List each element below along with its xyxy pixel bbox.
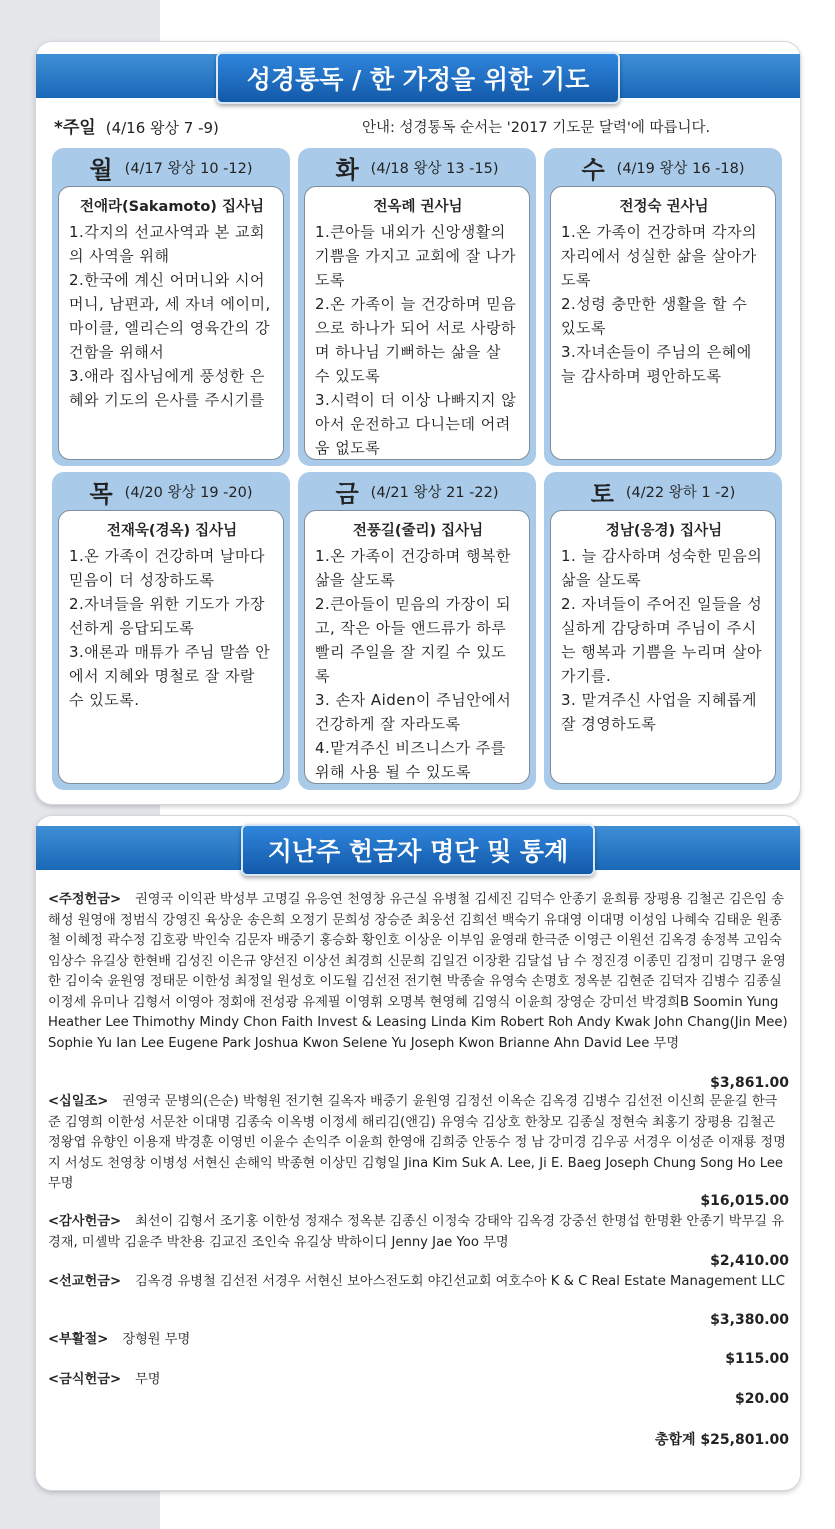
section-label: <감사헌금> (48, 1214, 122, 1229)
section-amount: $115.00 (725, 1351, 789, 1367)
prayer-person: 전옥례 권사님 (373, 199, 463, 215)
section-amount: $2,410.00 (710, 1253, 789, 1269)
offering-section-title: 지난주 헌금자 명단 및 통계 (241, 824, 595, 876)
day-card-fri (298, 472, 536, 790)
section-label: <금식헌금> (48, 1372, 122, 1387)
reading-notice: 안내: 성경통독 순서는 '2017 기도문 달력'에 따릅니다. (362, 120, 711, 136)
sunday-ref: (4/16 왕상 7 -9) (105, 119, 219, 137)
section-label: <부활절> (48, 1332, 109, 1347)
prayer-item: 1.큰아들 내외가 신앙생활의 기쁨을 가지고 교회에 잘 나가도록 (315, 223, 516, 289)
day-card-mon (52, 148, 290, 466)
day-name: 수 (581, 155, 605, 184)
offering-section-thanks (48, 1212, 790, 1253)
prayer-item: 3.애라 집사님에게 풍성한 은혜와 기도의 은사를 주시기를 (69, 367, 266, 409)
prayer-item: 1.각지의 선교사역과 본 교회의 사역을 위해 (69, 223, 266, 265)
donor-names: 무명 (135, 1372, 161, 1387)
sunday-reading (54, 113, 219, 138)
grand-total: 총합계 $25,801.00 (654, 1432, 789, 1448)
prayer-item: 3.자녀손들이 주님의 은혜에 늘 감사하며 평안하도록 (561, 343, 752, 385)
day-card-thu (52, 472, 290, 790)
prayer-person: 정남(응경) 집사님 (605, 523, 723, 539)
offering-section-mission (48, 1272, 790, 1293)
prayer-item: 1.온 가족이 건강하며 날마다 믿음이 더 성장하도록 (69, 547, 266, 589)
section-label: <선교헌금> (48, 1274, 122, 1289)
offering-section-regular (48, 890, 790, 1054)
prayer-item: 1.온 가족이 건강하며 각자의 자리에서 성실한 삶을 살아가도록 (561, 223, 758, 289)
donor-names: 권영국 이익관 박성부 고명길 유응연 천영창 유근실 유병철 김세진 김덕수 안종기 윤희륭 장평용 김철곤 김은임 송해성 원영애 정범식 강영진 육상운 송은희 오정기 문희성 장승준 최웅선 김희선 백숙기 유대영 이대명 이성임 나혜숙 김태운 원종철 이혜정 곽수정 김호광 박인숙 김문자 배중기 홍승화 황인호 이상운 이부임 윤영래 한극준 이영근 이원선 김옥경 송정복 고임숙 임상수 유길상 한현배 김성진 이은규 양선진 이상선 최경희 신문희 김일건 이장환 김달섭 남 수 정진경 이종민 김정미 김명구 윤영한 김이숙 윤원영 정태문 이한성 최정일 원성호 이도월 김선전 전기현 박종술 유영숙 손명호 정옥분 김현준 김덕자 김병수 김종실 이정세 유미나 김형서 이영아 정회애 전성광 유제필 이영휘 오명복 현영혜 김영식 이윤희 장영순 강미선 박경희B Soomin Yung Heather Lee Thimothy Mindy Chon Faith Invest & Leasing Linda Kim Robert Roh Andy Kwak John Chang(Jin Mee) Sophie Yu Ian Lee Eugene Park Joshua Kwon Selene Yu Joseph Kwon Brianne Ahn David Lee 무명 (48, 892, 788, 1051)
section-amount: $3,380.00 (710, 1312, 789, 1328)
donor-names: 권영국 문병의(은순) 박형원 전기현 길옥자 배중기 윤원영 김정선 이옥순 김옥경 김병수 김선전 이신희 문윤길 한극준 김영희 이한성 서문찬 이대명 김종숙 이옥병 이정세 해리김(앤김) 유영숙 김상호 한창모 김종실 정현숙 최홍기 장평용 김철곤 정왕엽 유향인 이용재 박경훈 이영빈 이윤수 손익주 이윤희 한영애 김희중 안동수 정 남 강미경 김우공 서경우 이성준 이재룡 정명지 서성도 천영창 이병성 서현신 손해익 박종현 이상민 김형일 Jina Kim Suk A. Lee, Ji E. Baeg Joseph Chung Song Ho Lee 무명 (48, 1094, 786, 1191)
sunday-label: *주일 (54, 118, 96, 138)
donor-names: 김옥경 유병철 김선전 서경우 서현신 보아스전도회 야긴선교회 여호수아 K & C Real Estate Management LLC (135, 1274, 786, 1289)
prayer-item: 2. 자녀들이 주어진 일들을 성실하게 감당하며 주님이 주시는 행복과 기쁨을 누리며 살아가기를. (561, 595, 763, 685)
offering-section-easter (48, 1330, 790, 1351)
section-amount: $3,861.00 (710, 1075, 789, 1091)
prayer-item: 2.큰아들이 믿음의 가장이 되고, 작은 아들 앤드류가 하루빨리 주일을 잘 지킬 수 있도록 (315, 595, 512, 685)
day-name: 토 (590, 479, 614, 508)
offering-section-fasting (48, 1370, 790, 1391)
day-ref: (4/21 왕상 21 -22) (370, 484, 499, 501)
section-amount: $16,015.00 (700, 1193, 789, 1209)
section-amount: $20.00 (734, 1391, 789, 1407)
day-card-tue (298, 148, 536, 466)
section-label: <십일조> (48, 1094, 109, 1109)
prayer-item: 1. 늘 감사하며 성숙한 믿음의 삶을 살도록 (561, 547, 763, 589)
day-ref: (4/19 왕상 16 -18) (616, 160, 745, 177)
prayer-item: 3.시력이 더 이상 나빠지지 않아서 운전하고 다니는데 어려움 없도록 (315, 391, 517, 457)
day-name: 월 (89, 155, 113, 184)
prayer-item: 2.한국에 계신 어머니와 시어머니, 남편과, 세 자녀 에이미, 마이클, 엘리슨의 영육간의 강건함을 위해서 (69, 271, 271, 361)
prayer-item: 4.맡겨주신 비즈니스가 주를 위해 사용 될 수 있도록 (315, 739, 506, 781)
donor-names: 최선이 김형서 조기홍 이한성 정재수 정옥분 김종신 이정숙 강태악 김옥경 강중선 한명섭 한명환 안종기 박무길 유경재, 미셸박 김윤주 박찬용 김교진 조인숙 유길상 박하이디 Jenny Jae Yoo 무명 (48, 1214, 784, 1250)
prayer-person: 전풍길(줄리) 집사님 (352, 523, 484, 539)
prayer-person: 전정숙 권사님 (619, 199, 709, 215)
prayer-item: 2.자녀들을 위한 기도가 가장 선하게 응답되도록 (69, 595, 266, 637)
prayer-person: 전재욱(경옥) 집사님 (106, 523, 238, 539)
prayer-person: 전애라(Sakamoto) 집사님 (80, 199, 264, 215)
prayer-item: 3. 손자 Aiden이 주님안에서 건강하게 잘 자라도록 (315, 691, 512, 733)
day-ref: (4/22 왕하 1 -2) (625, 484, 736, 501)
bible-section-title: 성경통독 / 한 가정을 위한 기도 (216, 52, 620, 104)
offering-section-tithe (48, 1092, 790, 1195)
prayer-item: 2.성령 충만한 생활을 할 수 있도록 (561, 295, 748, 337)
prayer-item: 3.애론과 매튜가 주님 말씀 안에서 지혜와 명철로 잘 자랄 수 있도록. (69, 643, 271, 709)
prayer-item: 3. 맡겨주신 사업을 지혜롭게 잘 경영하도록 (561, 691, 758, 733)
section-label: <주정헌금> (48, 892, 122, 907)
day-card-wed (544, 148, 782, 466)
day-name: 목 (89, 479, 113, 508)
day-name: 화 (335, 155, 359, 184)
day-card-sat (544, 472, 782, 790)
prayer-item: 1.온 가족이 건강하며 행복한 삶을 살도록 (315, 547, 512, 589)
day-ref: (4/17 왕상 10 -12) (124, 160, 253, 177)
day-name: 금 (335, 479, 359, 508)
day-ref: (4/18 왕상 13 -15) (370, 160, 499, 177)
donor-names: 장형원 무명 (122, 1332, 191, 1347)
day-ref: (4/20 왕상 19 -20) (124, 484, 253, 501)
prayer-item: 2.온 가족이 늘 건강하며 믿음으로 하나가 되어 서로 사랑하며 하나님 기뻐하는 삶을 살 수 있도록 (315, 295, 517, 385)
